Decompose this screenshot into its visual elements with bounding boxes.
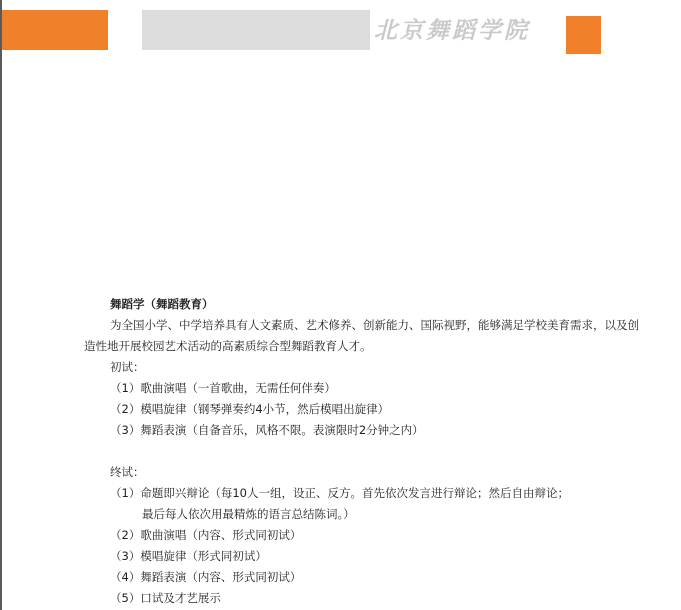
final-item-5: （5）口试及才艺展示 (110, 591, 221, 605)
final-item-1: （1）命题即兴辩论（每10人一组，设正、反方。首先依次发言进行辩论；然后自由辩论； (110, 486, 569, 500)
final-item-4: （4）舞蹈表演（内容、形式同初试） (110, 570, 302, 584)
final-exam-label: 终试： (110, 465, 145, 479)
prelim-item-1: （1）歌曲演唱（一首歌曲，无需任何伴奏） (110, 381, 336, 395)
left-page-rule (0, 0, 2, 610)
final-item-1-continued: 最后每人依次用最精炼的语言总结陈词。） (142, 507, 355, 521)
prelim-exam-label: 初试： (110, 360, 145, 374)
prelim-item-3: （3）舞蹈表演（自备音乐，风格不限。表演限时2分钟之内） (110, 423, 424, 437)
section-spacer (84, 441, 644, 462)
program-section (84, 294, 644, 609)
header-accent-block-right (566, 16, 601, 54)
academy-logo: 北京舞蹈学院 (374, 17, 530, 44)
final-item-2: （2）歌曲演唱（内容、形式同初试） (110, 528, 302, 542)
final-item-3: （3）模唱旋律（形式同初试） (110, 549, 267, 563)
header-gray-bar (142, 10, 370, 50)
header-accent-block-left (2, 10, 108, 50)
prelim-item-2: （2）模唱旋律（钢琴弹奏约4小节，然后模唱出旋律） (110, 402, 390, 416)
program-description: 为全国小学、中学培养具有人文素质、艺术修养、创新能力、国际视野，能够满足学校美育需求，以及创造性地开展校园艺术活动的高素质综合型舞蹈教育人才。 (84, 318, 639, 353)
program-heading: 舞蹈学（舞蹈教育） (110, 297, 214, 311)
